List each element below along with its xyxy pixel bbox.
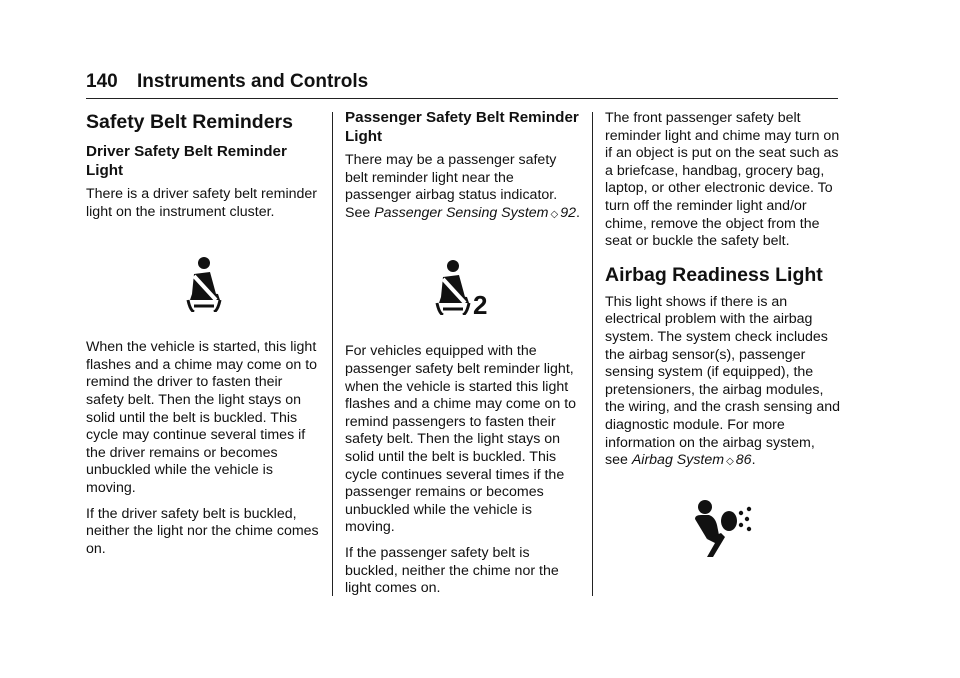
driver-seatbelt-reminder-icon: [86, 229, 322, 339]
column-2: [345, 108, 581, 606]
column-divider-2: [592, 112, 593, 596]
header-rule: [86, 98, 838, 99]
column-1: [86, 108, 322, 566]
section-title: Instruments and Controls: [136, 71, 369, 92]
passenger-belt-buckled: If the passenger safety belt is buckled, neither the chime nor the light comes on.: [345, 544, 559, 597]
object-on-seat-note: The front passenger safety belt reminder light and chime may turn on if an object is put on the seat such as a briefcase, handbag, grocery bag, laptop, or other electronic device. To turn off the reminder light and/or chime, remove the object from the seat or buckle the safety belt.: [605, 110, 840, 250]
airbag-readiness-icon: [605, 481, 841, 577]
page-ref-arrow-icon: ◇: [726, 456, 734, 468]
passenger-sensing-link[interactable]: Passenger Sensing System: [374, 204, 549, 221]
passenger-icon-number: 2: [473, 290, 488, 316]
column-divider-1: [332, 112, 333, 596]
passenger-sensing-page[interactable]: 92: [560, 204, 576, 221]
driver-belt-intro: There is a driver safety belt reminder light on the instrument cluster.: [86, 186, 318, 220]
column-3: [605, 110, 841, 577]
passenger-belt-body: For vehicles equipped with the passenger safety belt reminder light, when the vehicle is started this light flashes and a chime may come on to remind passengers to fasten their safety belt. Then the light stays on solid until the belt is buckled. This cycle continues several times if the passenger remains or becomes unbuckled while the vehicle is moving.: [345, 343, 577, 536]
airbag-readiness-body: This light shows if there is an electrical problem with the airbag system. The system check includes the airbag sensor(s), passenger sensing system (if equipped), the pretensioners, the airbag modules, the wiring, and the crash sensing and diagnostic module. For more information on the airbag system, see Airbag System ◇ 86.: [605, 293, 841, 469]
airbag-system-link[interactable]: Airbag System: [631, 452, 725, 469]
airbag-readiness-heading: Airbag Readiness Light: [605, 263, 823, 286]
passenger-seatbelt-reminder-icon: [345, 231, 581, 343]
passenger-belt-intro: There may be a passenger safety belt reminder light near the passenger airbag status indicator. See Passenger Sensing System ◇ 92.: [345, 152, 580, 221]
driver-belt-heading: Driver Safety Belt Reminder Light: [86, 143, 287, 179]
airbag-system-page[interactable]: 86: [735, 452, 752, 469]
passenger-belt-heading: Passenger Safety Belt Reminder Light: [345, 109, 579, 145]
driver-belt-buckled: If the driver safety belt is buckled, neither the light nor the chime comes on.: [86, 505, 319, 557]
page-ref-arrow-icon: ◇: [550, 208, 559, 220]
driver-belt-body: When the vehicle is started, this light flashes and a chime may come on to remind the driver to fasten their safety belt. Then the light stays on solid until the belt is buckled. This cycle may continue several times if the driver remains or becomes unbuckled while the vehicle is moving.: [86, 339, 318, 496]
page-header: [86, 70, 838, 94]
page-number: 140: [86, 71, 118, 92]
section-heading: Safety Belt Reminders: [86, 111, 293, 133]
